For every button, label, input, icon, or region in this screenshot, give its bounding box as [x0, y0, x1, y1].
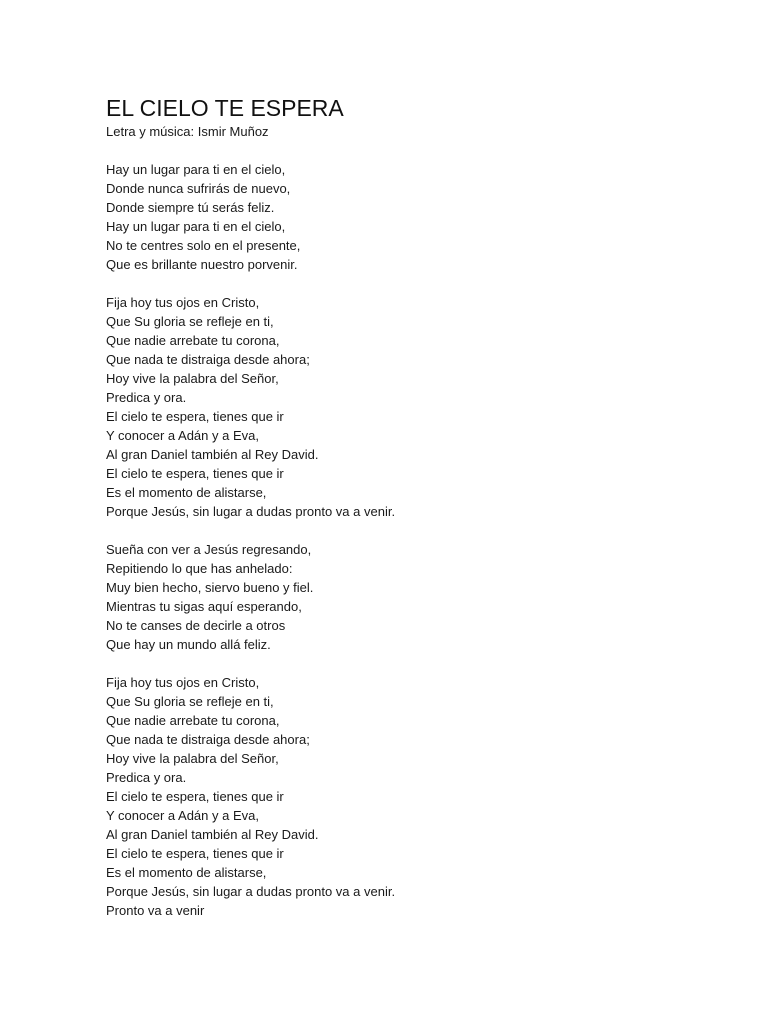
lyric-line: Hay un lugar para ti en el cielo,: [106, 162, 286, 177]
lyric-line: Predica y ora.: [106, 390, 187, 405]
lyric-line: El cielo te espera, tienes que ir: [106, 846, 284, 861]
lyric-line: Y conocer a Adán y a Eva,: [106, 808, 259, 823]
lyric-line: Hoy vive la palabra del Señor,: [106, 751, 279, 766]
stanza-chorus-1: [106, 293, 706, 521]
lyric-line: Repitiendo lo que has anhelado:: [106, 561, 293, 576]
stanza-verse-2: [106, 540, 706, 654]
lyric-line: Predica y ora.: [106, 770, 187, 785]
lyric-line: Al gran Daniel también al Rey David.: [106, 447, 319, 462]
lyric-line: Que nadie arrebate tu corona,: [106, 713, 280, 728]
lyric-line: El cielo te espera, tienes que ir: [106, 409, 284, 424]
song-title: EL CIELO TE ESPERA: [106, 95, 344, 121]
lyric-line: Que es brillante nuestro porvenir.: [106, 257, 298, 272]
stanza-verse-1: [106, 160, 706, 274]
lyric-line: Que nada te distraiga desde ahora;: [106, 732, 310, 747]
lyric-line: Mientras tu sigas aquí esperando,: [106, 599, 302, 614]
lyric-line: No te centres solo en el presente,: [106, 238, 301, 253]
lyric-line: Y conocer a Adán y a Eva,: [106, 428, 259, 443]
lyric-line: Donde nunca sufrirás de nuevo,: [106, 181, 291, 196]
lyric-line: Que nada te distraiga desde ahora;: [106, 352, 310, 367]
lyric-line: Porque Jesús, sin lugar a dudas pronto va a venir.: [106, 884, 396, 899]
lyric-line: Pronto va a venir: [106, 903, 205, 918]
lyric-line: Al gran Daniel también al Rey David.: [106, 827, 319, 842]
lyric-line: Que Su gloria se refleje en ti,: [106, 694, 274, 709]
song-credits: Letra y música: Ismir Muñoz: [106, 124, 269, 139]
lyric-line: Porque Jesús, sin lugar a dudas pronto va a venir.: [106, 504, 396, 519]
lyric-line: Es el momento de alistarse,: [106, 865, 267, 880]
lyric-line: Fija hoy tus ojos en Cristo,: [106, 675, 260, 690]
lyric-line: Que nadie arrebate tu corona,: [106, 333, 280, 348]
lyric-line: El cielo te espera, tienes que ir: [106, 466, 284, 481]
stanza-chorus-2: [106, 673, 706, 920]
document-page: [106, 94, 706, 939]
lyric-line: Que Su gloria se refleje en ti,: [106, 314, 274, 329]
lyric-line: Es el momento de alistarse,: [106, 485, 267, 500]
lyric-line: Fija hoy tus ojos en Cristo,: [106, 295, 260, 310]
lyric-line: Hay un lugar para ti en el cielo,: [106, 219, 286, 234]
lyric-line: No te canses de decirle a otros: [106, 618, 286, 633]
lyric-line: Donde siempre tú serás feliz.: [106, 200, 275, 215]
lyric-line: El cielo te espera, tienes que ir: [106, 789, 284, 804]
lyric-line: Hoy vive la palabra del Señor,: [106, 371, 279, 386]
lyric-line: Sueña con ver a Jesús regresando,: [106, 542, 312, 557]
lyric-line: Que hay un mundo allá feliz.: [106, 637, 271, 652]
lyric-line: Muy bien hecho, siervo bueno y fiel.: [106, 580, 314, 595]
